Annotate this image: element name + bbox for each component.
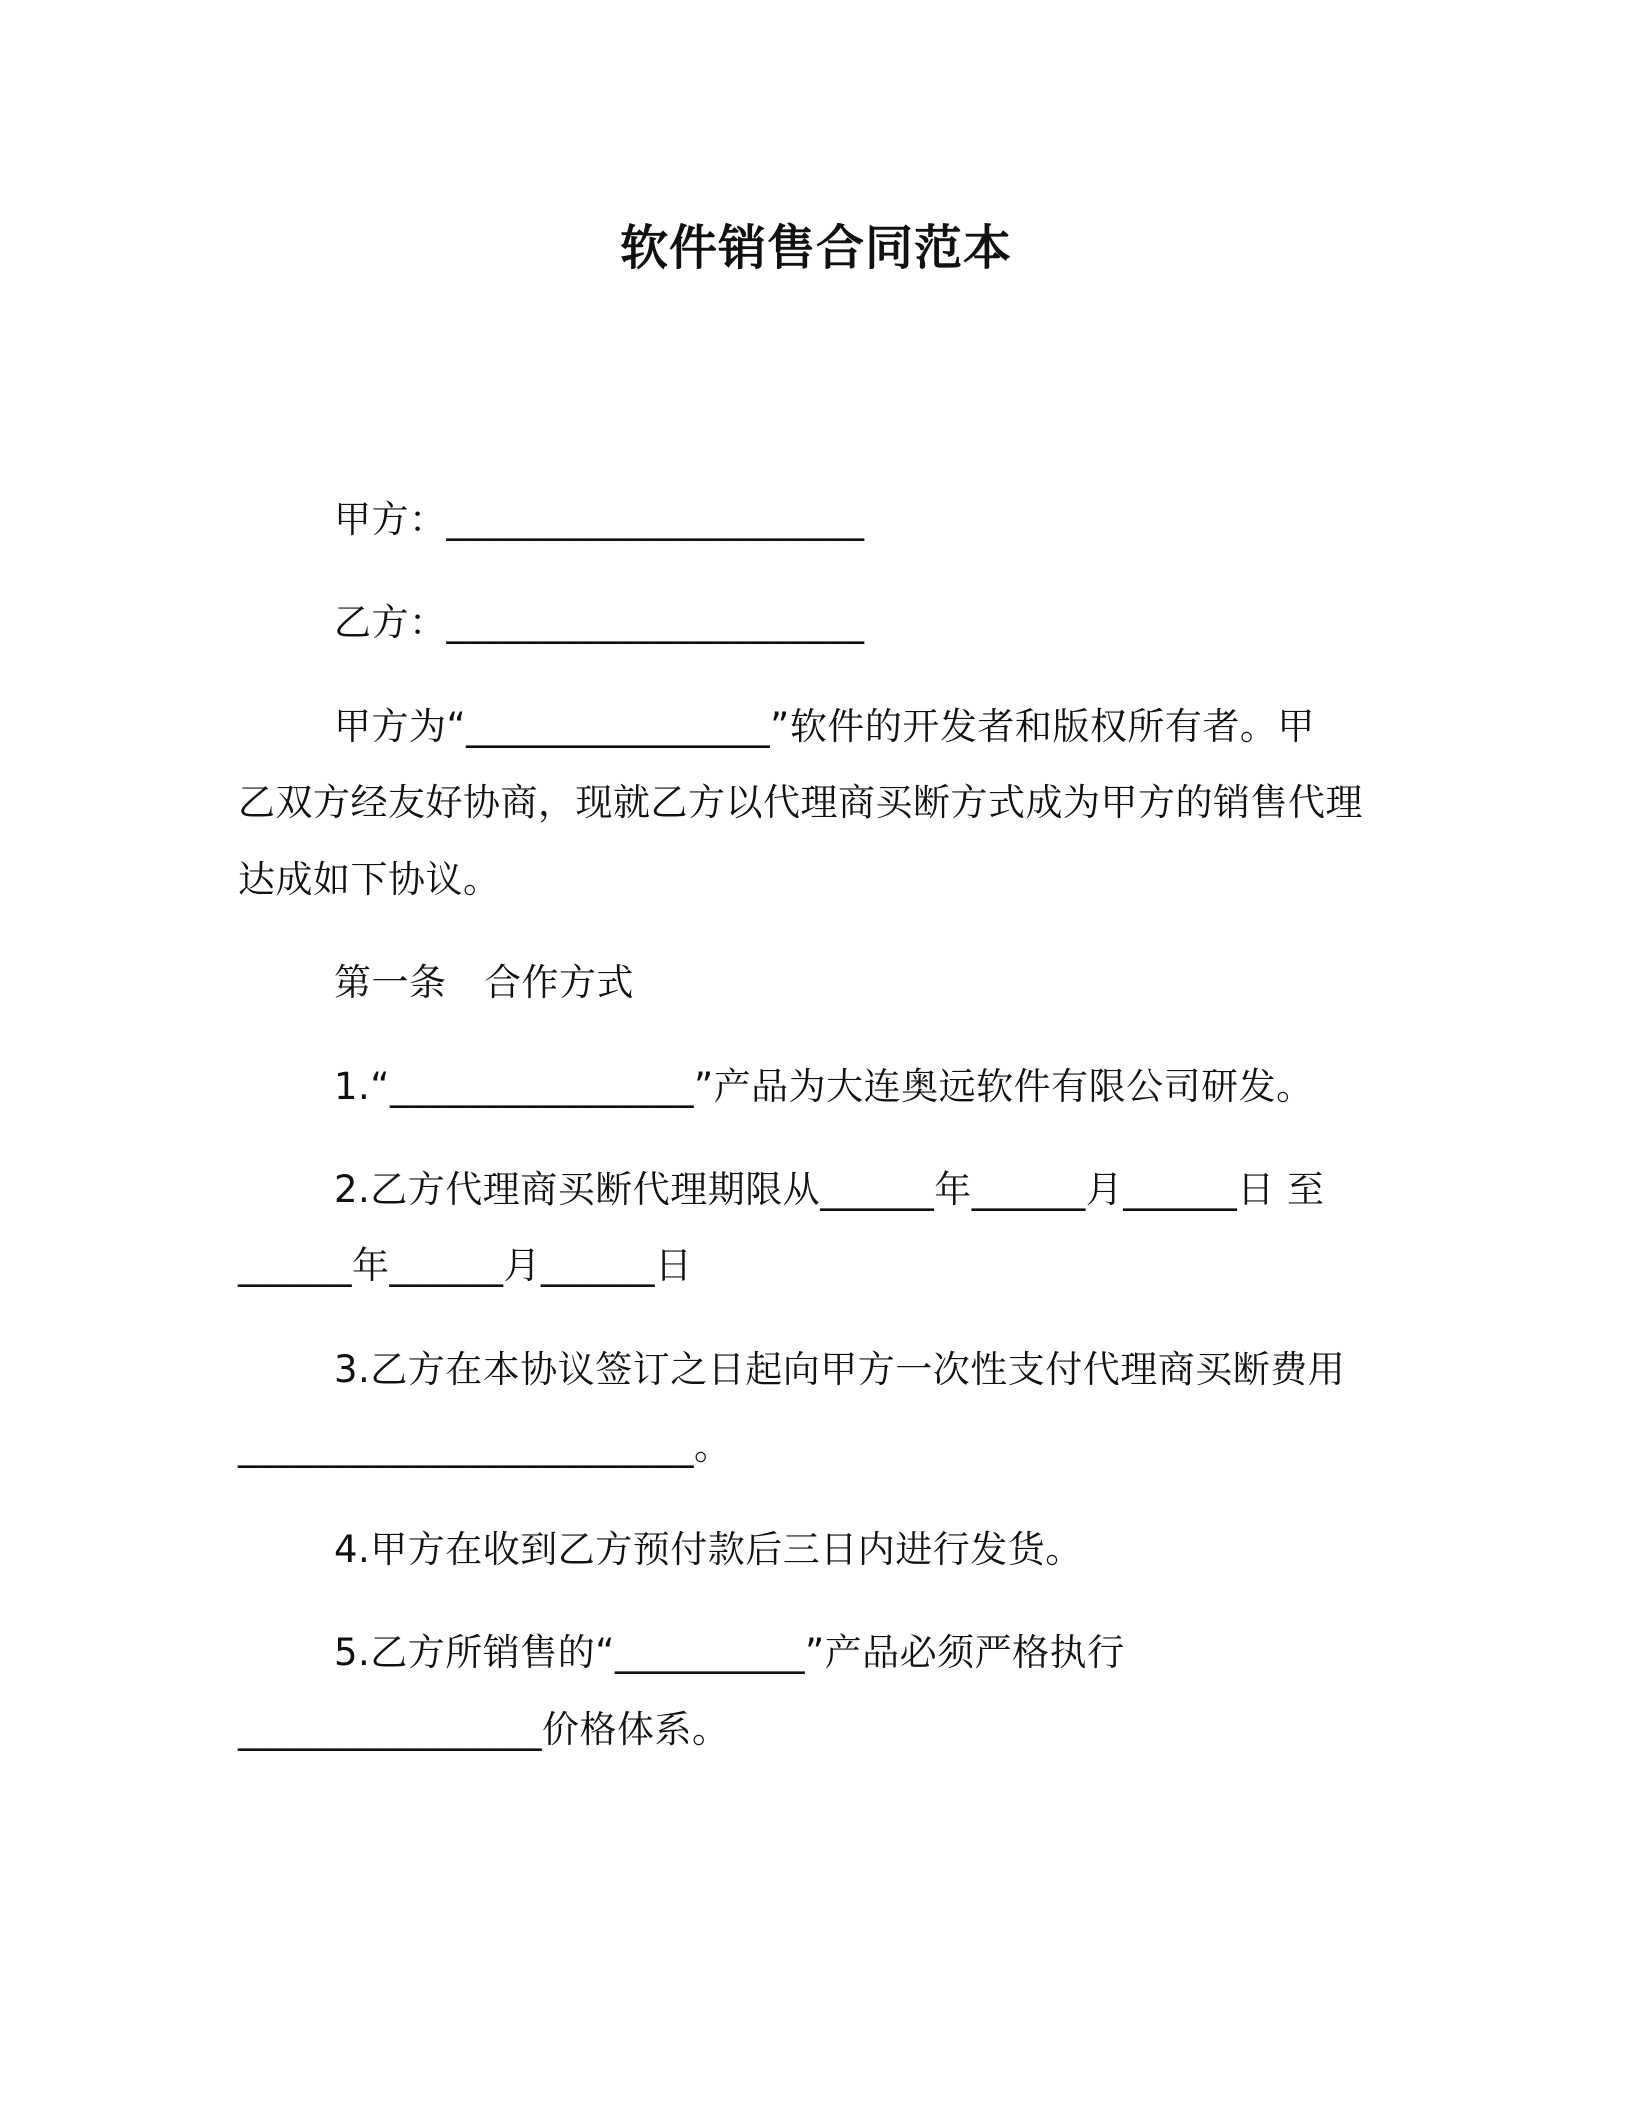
intro-paragraph-line-1: 甲方为“________________”软件的开发者和版权所有者。甲 xyxy=(334,705,1315,748)
article-1-heading: 第一条 合作方式 xyxy=(334,961,634,1004)
article-1-item-2-line-1: 2.乙方代理商买断代理期限从______年______月______日 至 xyxy=(334,1168,1325,1211)
article-1-item-4: 4.甲方在收到乙方预付款后三日内进行发货。 xyxy=(334,1528,1083,1571)
intro-paragraph-line-3: 达成如下协议。 xyxy=(238,858,501,901)
article-1-item-3-line-2: ________________________。 xyxy=(238,1425,732,1468)
article-1-item-3-line-1: 3.乙方在本协议签订之日起向甲方一次性支付代理商买断费用 xyxy=(334,1348,1346,1391)
intro-paragraph-line-2: 乙双方经友好协商，现就乙方以代理商买断方式成为甲方的销售代理 xyxy=(238,781,1363,824)
article-1-item-5-line-1: 5.乙方所销售的“__________”产品必须严格执行 xyxy=(334,1631,1125,1674)
party-a-line: 甲方：______________________ xyxy=(334,498,865,541)
article-1-item-2-line-2: ______年______月______日 xyxy=(238,1244,693,1287)
document-title: 软件销售合同范本 xyxy=(619,220,1012,276)
party-b-line: 乙方：______________________ xyxy=(334,601,865,644)
article-1-item-1: 1.“________________”产品为大连奥远软件有限公司研发。 xyxy=(334,1065,1314,1108)
article-1-item-5-line-2: ________________价格体系。 xyxy=(238,1708,730,1751)
